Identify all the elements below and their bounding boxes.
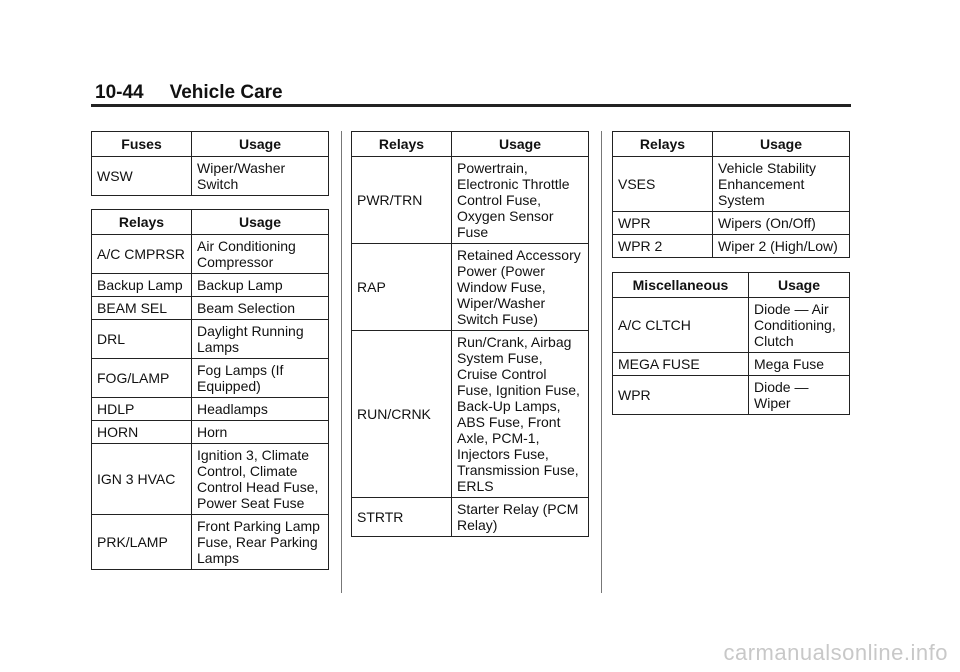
component-cell: MEGA FUSE <box>613 353 749 376</box>
usage-cell: Diode — Air Conditioning, Clutch <box>749 298 850 353</box>
column-header: Usage <box>192 210 329 235</box>
column-divider-2 <box>601 131 602 593</box>
page-header <box>95 82 283 104</box>
usage-cell: Mega Fuse <box>749 353 850 376</box>
component-cell: A/C CMPRSR <box>92 235 192 274</box>
usage-cell: Backup Lamp <box>192 274 329 297</box>
component-cell: BEAM SEL <box>92 297 192 320</box>
column-header: Fuses <box>92 132 192 157</box>
table-header-row <box>613 273 850 298</box>
component-cell: FOG/LAMP <box>92 359 192 398</box>
table-row <box>613 298 850 353</box>
usage-cell: Beam Selection <box>192 297 329 320</box>
component-cell: Backup Lamp <box>92 274 192 297</box>
component-cell: DRL <box>92 320 192 359</box>
column-header: Usage <box>192 132 329 157</box>
table-row <box>613 235 850 258</box>
usage-cell: Horn <box>192 421 329 444</box>
usage-cell: Powertrain, Electronic Throttle Control Fuse, Oxygen Sensor Fuse <box>452 157 589 244</box>
component-cell: WSW <box>92 157 192 196</box>
component-cell: A/C CLTCH <box>613 298 749 353</box>
table-header-row <box>92 132 329 157</box>
table-header-row <box>613 132 850 157</box>
component-cell: IGN 3 HVAC <box>92 444 192 515</box>
usage-cell: Wiper 2 (High/Low) <box>713 235 850 258</box>
watermark: carmanualsonline.info <box>723 640 948 665</box>
header-rule <box>91 104 851 107</box>
table-row <box>92 421 329 444</box>
table-header-row <box>92 210 329 235</box>
table-row <box>92 398 329 421</box>
component-cell: HDLP <box>92 398 192 421</box>
relays-table-1 <box>91 209 329 570</box>
component-cell: VSES <box>613 157 713 212</box>
table-row <box>352 498 589 537</box>
usage-cell: Fog Lamps (If Equipped) <box>192 359 329 398</box>
table-row <box>92 515 329 570</box>
table-row <box>92 359 329 398</box>
table-row <box>613 353 850 376</box>
usage-cell: Wipers (On/Off) <box>713 212 850 235</box>
usage-cell: Starter Relay (PCM Relay) <box>452 498 589 537</box>
relays-table-2 <box>351 131 589 537</box>
table-row <box>92 235 329 274</box>
usage-cell: Ignition 3, Climate Control, Climate Control Head Fuse, Power Seat Fuse <box>192 444 329 515</box>
component-cell: WPR <box>613 212 713 235</box>
component-cell: WPR <box>613 376 749 415</box>
relays-table-3 <box>612 131 850 258</box>
table-header-row <box>352 132 589 157</box>
usage-cell: Daylight Running Lamps <box>192 320 329 359</box>
component-cell: PWR/TRN <box>352 157 452 244</box>
component-cell: STRTR <box>352 498 452 537</box>
component-cell: RUN/CRNK <box>352 331 452 498</box>
table-row <box>352 331 589 498</box>
usage-cell: Vehicle Stability Enhancement System <box>713 157 850 212</box>
table-row <box>613 212 850 235</box>
column-header: Relays <box>352 132 452 157</box>
component-cell: WPR 2 <box>613 235 713 258</box>
column-divider-1 <box>341 131 342 593</box>
column-header: Usage <box>713 132 850 157</box>
component-cell: PRK/LAMP <box>92 515 192 570</box>
table-row <box>92 157 329 196</box>
miscellaneous-table <box>612 272 850 415</box>
page-number: 10-44 <box>95 82 144 103</box>
usage-cell: Retained Accessory Power (Power Window Fuse, Wiper/Washer Switch Fuse) <box>452 244 589 331</box>
table-row <box>352 244 589 331</box>
table-row <box>92 274 329 297</box>
table-row <box>352 157 589 244</box>
table-row <box>92 320 329 359</box>
column-header: Miscellaneous <box>613 273 749 298</box>
usage-cell: Front Parking Lamp Fuse, Rear Parking Lamps <box>192 515 329 570</box>
column-header: Usage <box>749 273 850 298</box>
component-cell: RAP <box>352 244 452 331</box>
fuses-table <box>91 131 329 196</box>
usage-cell: Wiper/Washer Switch <box>192 157 329 196</box>
table-row <box>92 444 329 515</box>
usage-cell: Diode — Wiper <box>749 376 850 415</box>
table-row <box>613 157 850 212</box>
column-header: Relays <box>92 210 192 235</box>
usage-cell: Run/Crank, Airbag System Fuse, Cruise Control Fuse, Ignition Fuse, Back-Up Lamps, ABS Fuse, Front Axle, PCM-1, Injectors Fuse, Transmission Fuse, ERLS <box>452 331 589 498</box>
table-row <box>613 376 850 415</box>
component-cell: HORN <box>92 421 192 444</box>
table-row <box>92 297 329 320</box>
column-header: Usage <box>452 132 589 157</box>
usage-cell: Air Conditioning Compressor <box>192 235 329 274</box>
column-header: Relays <box>613 132 713 157</box>
usage-cell: Headlamps <box>192 398 329 421</box>
section-title: Vehicle Care <box>169 82 283 103</box>
